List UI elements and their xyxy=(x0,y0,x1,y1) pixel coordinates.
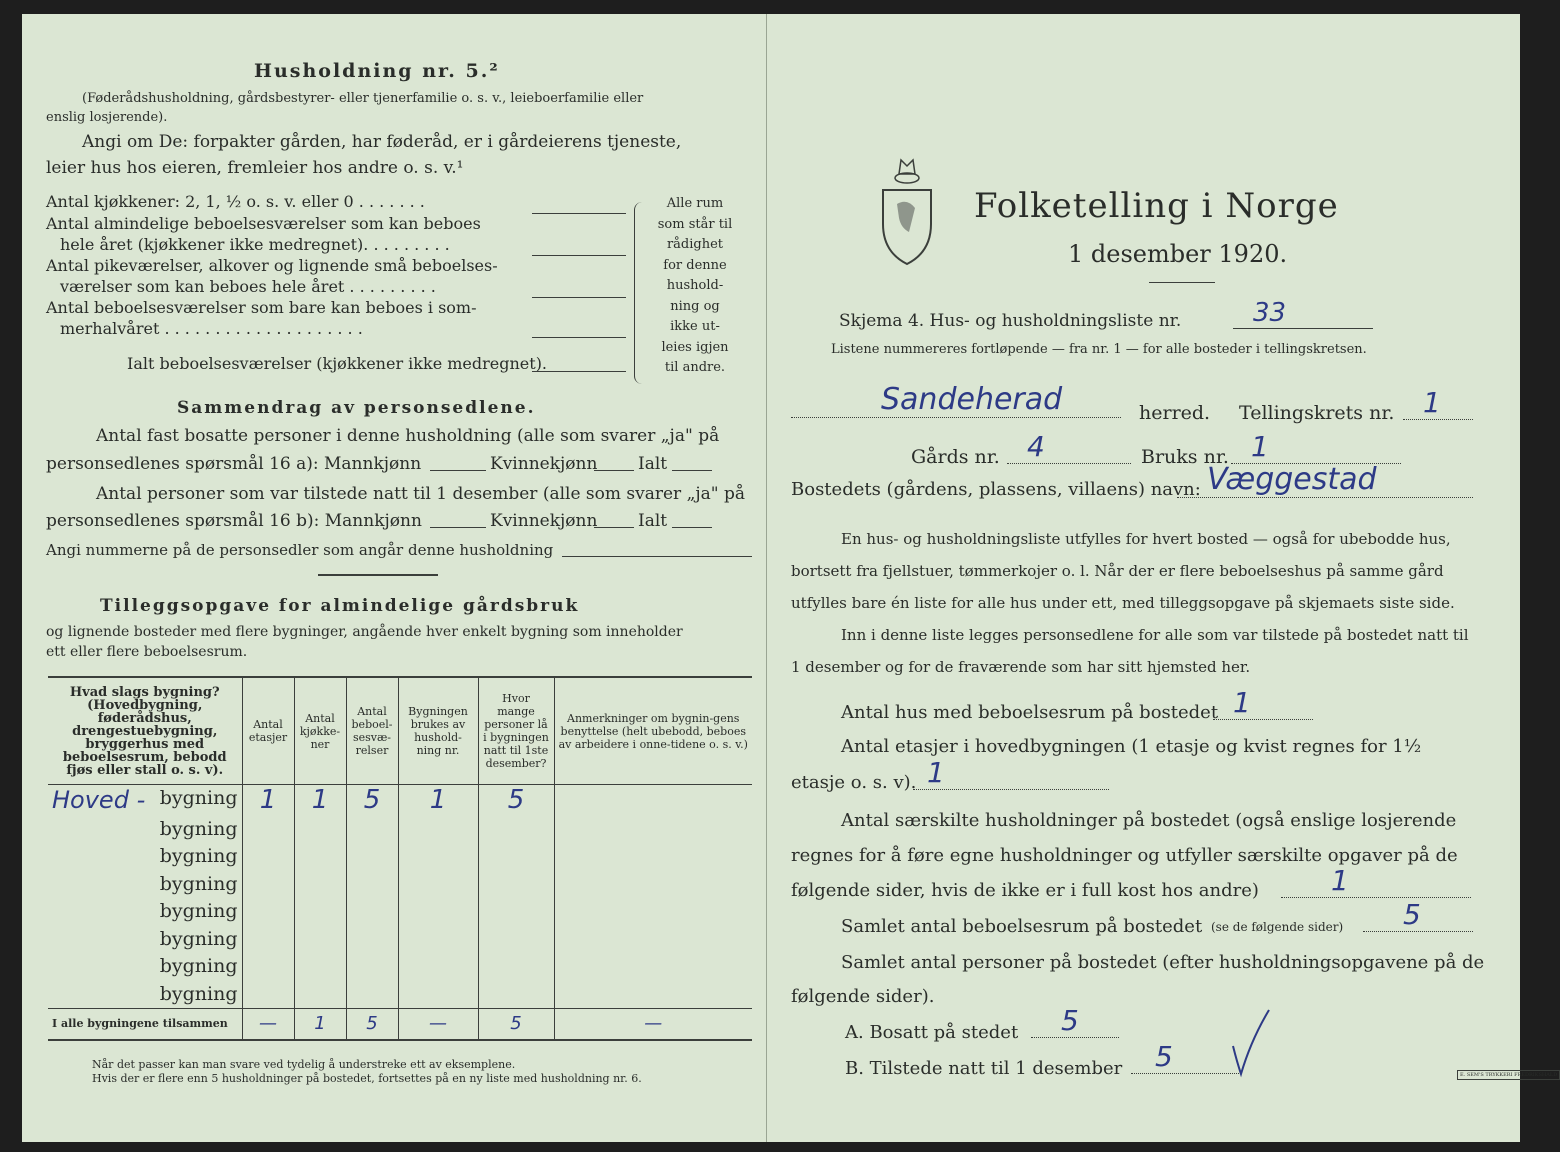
fill-line[interactable] xyxy=(594,470,634,471)
table-total-row xyxy=(48,1008,752,1040)
building-label: bygning xyxy=(159,817,238,840)
household-title: Husholdning nr. 5.² xyxy=(254,60,500,82)
table-cell[interactable] xyxy=(294,870,346,898)
skjema-label: Skjema 4. Hus- og husholdningsliste nr. xyxy=(839,311,1182,331)
info-1: En hus- og husholdningsliste utfylles for hvert bosted — også for ubebodde hus, xyxy=(841,530,1451,548)
fill-line[interactable] xyxy=(562,556,752,557)
table-cell[interactable] xyxy=(398,870,478,898)
room-line-2: Antal almindelige beboelsesværelser som kan beboes xyxy=(46,214,481,233)
building-type-cell[interactable] xyxy=(48,815,242,843)
divider xyxy=(318,574,438,576)
table-cell[interactable] xyxy=(294,815,346,843)
skjema-number[interactable]: 33 xyxy=(1233,298,1373,329)
supplement-1: og lignende bosteder med flere bygninger, angående hver enkelt bygning som inneholder xyxy=(46,624,683,640)
building-label: bygning xyxy=(159,982,238,1005)
table-cell[interactable] xyxy=(478,898,554,926)
fill-line[interactable] xyxy=(430,470,486,471)
building-label: bygning xyxy=(159,787,238,809)
ialt-label: Ialt xyxy=(638,511,668,531)
table-row xyxy=(48,953,752,981)
q-etasjer-value[interactable]: 1 xyxy=(913,756,1109,790)
listene-note: Listene nummereres fortløpende — fra nr. 1 — for alle bosteder i tellingskretsen. xyxy=(831,342,1367,357)
col-header-remarks: Anmerkninger om bygnin-gens benyttelse (helt ubebodd, beboes av arbeidere i onne-tidene o. s. v.) xyxy=(554,677,752,785)
check-mark-icon xyxy=(1229,1006,1273,1078)
table-cell[interactable] xyxy=(478,953,554,981)
building-type-cell[interactable] xyxy=(48,843,242,871)
table-cell[interactable] xyxy=(554,898,752,926)
side-note-line: ikke ut- xyxy=(670,319,720,334)
table-cell[interactable] xyxy=(346,925,398,953)
q-etasjer-2: etasje o. s. v). xyxy=(791,772,917,793)
room-line-6: Antal beboelsesværelser som bare kan beboes i som- xyxy=(46,298,477,317)
table-cell[interactable] xyxy=(346,980,398,1008)
table-row xyxy=(48,980,752,1008)
building-type-cell[interactable] xyxy=(48,953,242,981)
table-cell[interactable] xyxy=(242,870,294,898)
building-table xyxy=(48,676,752,1041)
building-label: bygning xyxy=(159,955,238,978)
col-header-rooms: Antal beboel-sesvæ-relser xyxy=(346,677,398,785)
fill-line[interactable] xyxy=(532,370,626,372)
angi-line-2: leier hus hos eieren, fremleier hos andre o. s. v.¹ xyxy=(46,158,464,178)
table-cell[interactable] xyxy=(554,980,752,1008)
kvinne-label: Kvinnekjønn xyxy=(490,511,598,531)
supplement-2: ett eller flere beboelsesrum. xyxy=(46,644,248,660)
table-cell[interactable] xyxy=(242,843,294,871)
table-cell[interactable] xyxy=(294,953,346,981)
table-cell[interactable] xyxy=(346,898,398,926)
fill-line[interactable] xyxy=(532,212,626,214)
total-persons[interactable]: 5 xyxy=(478,1008,554,1040)
total-household[interactable]: — xyxy=(398,1008,478,1040)
side-note xyxy=(650,194,740,379)
table-cell[interactable] xyxy=(398,925,478,953)
brace xyxy=(634,202,645,384)
building-type-cell[interactable] xyxy=(48,898,242,926)
herred-label: herred. xyxy=(1139,402,1211,424)
total-label: I alle bygningene tilsammen xyxy=(48,1008,242,1040)
krets-value[interactable]: 1 xyxy=(1403,386,1473,420)
table-cell[interactable]: 1 xyxy=(398,785,478,816)
table-cell[interactable] xyxy=(346,870,398,898)
room-line-5: værelser som kan beboes hele året . . . . . . . . . xyxy=(60,277,436,296)
bruks-value[interactable]: 1 xyxy=(1231,430,1401,464)
table-cell[interactable] xyxy=(478,815,554,843)
q-pers-2: følgende sider). xyxy=(791,986,935,1007)
fill-line[interactable] xyxy=(532,254,626,256)
angi-nummer: Angi nummerne på de personsedler som angår denne husholdning xyxy=(46,541,554,559)
table-cell[interactable] xyxy=(294,898,346,926)
side-note-line: for denne xyxy=(663,257,727,273)
bosatt-value[interactable]: 5 xyxy=(1031,1004,1119,1038)
building-label: bygning xyxy=(159,927,238,950)
bruks-label: Bruks nr. xyxy=(1141,446,1229,468)
col-header-type: Hvad slags bygning? (Hovedbygning, føderådshus, drengestuebygning, bryggerhus med beboelsesrum, bebodd fjøs eller stall o. s. v). xyxy=(48,677,242,785)
fill-line[interactable] xyxy=(672,527,712,528)
left-page xyxy=(22,14,766,1142)
table-cell[interactable] xyxy=(398,898,478,926)
table-cell[interactable] xyxy=(346,843,398,871)
fill-line[interactable] xyxy=(430,527,486,528)
tilstede-label: B. Tilstede natt til 1 desember xyxy=(845,1058,1123,1079)
fill-line[interactable] xyxy=(594,527,634,528)
info-2: bortsett fra fjellstuer, tømmerkojer o. l. Når der er flere beboelseshus på samme gård xyxy=(791,562,1444,580)
table-cell[interactable] xyxy=(478,980,554,1008)
table-cell[interactable] xyxy=(478,925,554,953)
table-cell[interactable]: 5 xyxy=(346,785,398,816)
right-page xyxy=(766,14,1558,1142)
table-cell[interactable] xyxy=(294,843,346,871)
side-note-line: som står til xyxy=(657,216,733,232)
bosatt-label: A. Bosatt på stedet xyxy=(845,1022,1019,1043)
table-cell[interactable] xyxy=(554,870,752,898)
divider xyxy=(1149,282,1215,283)
total-remarks[interactable]: — xyxy=(554,1008,752,1040)
info-4: Inn i denne liste legges personsedlene for alle som var tilstede på bostedet natt til xyxy=(841,626,1469,644)
coat-of-arms-icon xyxy=(879,152,935,268)
side-note-line: Alle rum xyxy=(666,196,724,211)
table-cell[interactable] xyxy=(294,925,346,953)
table-cell[interactable] xyxy=(398,815,478,843)
table-cell[interactable] xyxy=(398,980,478,1008)
table-row xyxy=(48,785,752,816)
q-rum: Samlet antal beboelsesrum på bostedet xyxy=(841,916,1203,937)
col-header-persons: Hvor mange personer lå i bygningen natt til 1ste desember? xyxy=(478,677,554,785)
col-header-etasjer: Antal etasjer xyxy=(242,677,294,785)
table-cell[interactable] xyxy=(554,843,752,871)
fill-line[interactable] xyxy=(532,336,626,338)
table-row xyxy=(48,870,752,898)
building-type-cell[interactable] xyxy=(48,980,242,1008)
summary-2a: Antal personer som var tilstede natt til 1 desember (alle som svarer „ja" på xyxy=(96,484,746,504)
herred-value[interactable]: Sandeherad xyxy=(791,382,1121,418)
footnote-2: Hvis der er flere enn 5 husholdninger på bostedet, fortsettes på en ny liste med husholdning nr. 6. xyxy=(92,1072,642,1085)
room-line-7: merhalvåret . . . . . . . . . . . . . . . . . . . . xyxy=(60,319,363,338)
side-note-line: til andre. xyxy=(664,360,726,375)
table-header-row xyxy=(48,677,752,785)
table-row xyxy=(48,898,752,926)
printer-stamp: E. SEM'S TRYKKERI FREDRIKSHALD xyxy=(1457,1070,1560,1080)
q-hus-value[interactable]: 1 xyxy=(1213,686,1313,720)
summary-2b: personsedlenes spørsmål 16 b): Mannkjønn xyxy=(46,511,422,531)
q-etasjer-1: Antal etasjer i hovedbygningen (1 etasje og kvist regnes for 1½ xyxy=(841,736,1422,757)
info-3: utfylles bare én liste for alle hus under ett, med tilleggsopgave på skjemaets siste side. xyxy=(791,594,1455,612)
table-cell[interactable] xyxy=(346,953,398,981)
col-header-household: Bygningen brukes av hushold-ning nr. xyxy=(398,677,478,785)
room-line-4: Antal pikeværelser, alkover og lignende små beboelses- xyxy=(46,256,498,275)
info-5: 1 desember og for de fraværende som har sitt hjemsted her. xyxy=(791,658,1251,676)
table-cell[interactable] xyxy=(554,815,752,843)
bosted-label: Bostedets (gårdens, plassens, villaens) navn: xyxy=(791,479,1201,500)
table-cell[interactable]: 5 xyxy=(478,785,554,816)
building-label: bygning xyxy=(159,845,238,868)
ialt-label: Ialt xyxy=(638,454,668,474)
building-type-cell[interactable] xyxy=(48,870,242,898)
building-label: bygning xyxy=(159,900,238,923)
summary-1b: personsedlenes spørsmål 16 a): Mannkjønn xyxy=(46,454,422,474)
building-label: bygning xyxy=(159,872,238,895)
building-type-cell[interactable] xyxy=(48,925,242,953)
gards-label: Gårds nr. xyxy=(911,446,1000,468)
fill-line[interactable] xyxy=(532,296,626,298)
table-row xyxy=(48,815,752,843)
table-cell[interactable] xyxy=(242,925,294,953)
fill-line[interactable] xyxy=(672,470,712,471)
summary-1a: Antal fast bosatte personer i denne husholdning (alle som svarer „ja" på xyxy=(96,426,720,446)
table-cell[interactable] xyxy=(398,953,478,981)
col-header-kjokkener: Antal kjøkke-ner xyxy=(294,677,346,785)
room-line-3: hele året (kjøkkener ikke medregnet). . . . . . . . . xyxy=(60,235,450,254)
summary-title: Sammendrag av personsedlene. xyxy=(177,398,536,418)
supplement-title: Tilleggsopgave for almindelige gårdsbruk xyxy=(100,596,580,616)
household-intro-2: enslig losjerende). xyxy=(46,110,168,125)
table-cell[interactable] xyxy=(242,898,294,926)
side-note-line: hushold- xyxy=(666,278,724,293)
side-note-line: ning og xyxy=(670,298,720,314)
table-cell[interactable] xyxy=(554,785,752,816)
total-rooms[interactable]: 5 xyxy=(346,1008,398,1040)
total-etasjer[interactable]: — xyxy=(242,1008,294,1040)
table-cell[interactable] xyxy=(242,953,294,981)
table-cell[interactable]: 1 xyxy=(242,785,294,816)
household-intro: (Føderådshusholdning, gårdsbestyrer- eller tjenerfamilie o. s. v., leieboerfamilie eller xyxy=(82,91,644,106)
building-type-handwritten: Hoved - xyxy=(52,786,146,814)
q-hus: Antal hus med beboelsesrum på bostedet xyxy=(841,702,1219,723)
footnote-1: Når det passer kan man svare ved tydelig å understreke ett av eksemplene. xyxy=(92,1058,516,1071)
q-pers-1: Samlet antal personer på bostedet (efter husholdningsopgavene på de xyxy=(841,952,1485,973)
form-date: 1 desember 1920. xyxy=(1068,240,1288,268)
table-row xyxy=(48,925,752,953)
q-rum-value[interactable]: 5 xyxy=(1363,898,1473,932)
table-cell[interactable] xyxy=(242,980,294,1008)
side-note-line: leies igjen xyxy=(661,339,729,355)
bosted-value[interactable]: Væggestad xyxy=(1177,462,1473,498)
building-type-cell[interactable] xyxy=(48,785,242,816)
ialt-rooms: Ialt beboelsesværelser (kjøkkener ikke medregnet). xyxy=(127,354,548,373)
table-cell[interactable] xyxy=(478,843,554,871)
krets-label: Tellingskrets nr. xyxy=(1239,402,1395,424)
table-cell[interactable] xyxy=(294,980,346,1008)
q-hush-2: regnes for å føre egne husholdninger og utfyller særskilte opgaver på de xyxy=(791,845,1458,866)
table-cell[interactable] xyxy=(554,925,752,953)
table-cell[interactable] xyxy=(478,870,554,898)
q-hush-1: Antal særskilte husholdninger på bostedet (også enslige losjerende xyxy=(841,810,1457,831)
form-title: Folketelling i Norge xyxy=(974,186,1339,226)
table-cell[interactable] xyxy=(398,843,478,871)
table-cell[interactable] xyxy=(346,815,398,843)
q-rum-note: (se de følgende sider) xyxy=(1211,920,1344,934)
angi-line-1: Angi om De: forpakter gården, har føderåd, er i gårdeierens tjeneste, xyxy=(82,132,682,152)
table-cell[interactable] xyxy=(554,953,752,981)
tilstede-value[interactable]: 5 xyxy=(1131,1040,1241,1074)
total-kjokkener[interactable]: 1 xyxy=(294,1008,346,1040)
table-cell[interactable]: 1 xyxy=(294,785,346,816)
room-line-1: Antal kjøkkener: 2, 1, ½ o. s. v. eller 0 . . . . . . . xyxy=(46,192,425,211)
side-note-line: rådighet xyxy=(666,237,724,252)
kvinne-label: Kvinnekjønn xyxy=(490,454,598,474)
gards-value[interactable]: 4 xyxy=(1007,430,1131,464)
table-row xyxy=(48,843,752,871)
q-hush-3: følgende sider, hvis de ikke er i full kost hos andre) xyxy=(791,880,1259,901)
q-hush-value[interactable]: 1 xyxy=(1281,864,1471,898)
table-cell[interactable] xyxy=(242,815,294,843)
